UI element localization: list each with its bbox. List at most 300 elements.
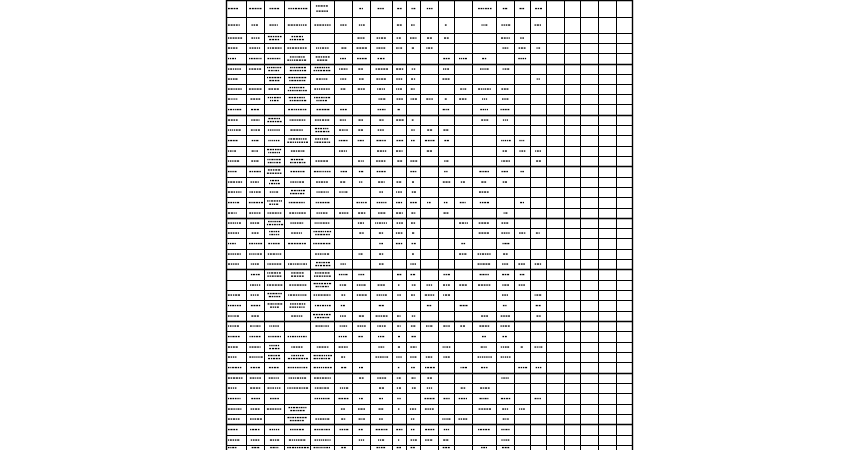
cell-glyph-mark <box>272 39 274 40</box>
cell-glyph-mark <box>267 272 268 273</box>
cell-glyph-mark <box>322 387 323 388</box>
cell-glyph-mark <box>318 265 319 266</box>
cell-glyph-mark <box>399 398 400 399</box>
cell-glyph-mark <box>259 398 261 399</box>
cell-glyph-mark <box>319 429 320 430</box>
cell-glyph-mark <box>385 356 386 357</box>
cell-glyph-mark <box>322 202 324 203</box>
cell-glyph-mark <box>398 243 400 244</box>
cell-glyph-mark <box>290 67 291 68</box>
cell-glyph-mark <box>521 367 522 368</box>
cell-glyph-mark <box>328 367 330 368</box>
cell-glyph-mark <box>318 191 319 192</box>
cell-glyph-mark <box>465 98 467 99</box>
cell-glyph-mark <box>280 47 281 48</box>
cell-glyph-mark <box>485 253 486 254</box>
cell-glyph-mark <box>299 367 300 368</box>
cell-glyph-mark <box>324 78 325 79</box>
cell-glyph-mark <box>323 262 325 263</box>
cell-glyph-mark <box>228 408 230 409</box>
cell-glyph-mark <box>303 336 305 337</box>
cell-glyph-mark <box>257 294 259 295</box>
cell-glyph-mark <box>341 305 342 306</box>
cell-glyph-mark <box>325 100 327 101</box>
cell-glyph-mark <box>233 315 234 316</box>
cell-glyph-mark <box>460 202 462 203</box>
cell-glyph-mark <box>521 171 522 172</box>
cell-glyph-mark <box>401 243 402 244</box>
cell-glyph-mark <box>273 243 275 244</box>
cell-glyph-mark <box>488 263 490 264</box>
cell-glyph-mark <box>254 88 256 89</box>
cell-glyph-mark <box>228 336 230 337</box>
cell-glyph-mark <box>230 150 232 151</box>
cell-glyph-mark <box>400 24 402 25</box>
cell-glyph-mark <box>234 119 236 120</box>
cell-glyph-mark <box>289 138 290 139</box>
cell-glyph-mark <box>233 408 234 409</box>
cell-glyph-mark <box>446 109 447 110</box>
cell-glyph-mark <box>537 346 538 347</box>
cell-glyph-mark <box>328 97 330 98</box>
cell-glyph-mark <box>505 418 506 419</box>
cell-glyph-mark <box>280 408 282 409</box>
cell-glyph-mark <box>323 367 324 368</box>
cell-glyph-mark <box>482 191 484 192</box>
cell-glyph-mark <box>461 367 462 368</box>
cell-glyph-mark <box>414 68 415 69</box>
cell-glyph-mark <box>250 222 252 223</box>
cell-glyph-mark <box>270 121 272 122</box>
cell-glyph-mark <box>272 152 274 153</box>
cell-glyph-mark <box>361 212 363 213</box>
cell-glyph-mark <box>341 47 343 48</box>
cell-glyph-mark <box>485 109 486 110</box>
cell-glyph-mark <box>328 56 330 57</box>
cell-glyph-mark <box>413 447 415 448</box>
cell-glyph-mark <box>481 408 483 409</box>
cell-glyph-mark <box>327 202 329 203</box>
cell-glyph-mark <box>298 355 299 356</box>
cell-glyph-mark <box>443 356 444 357</box>
cell-glyph-mark <box>293 138 295 139</box>
cell-glyph-mark <box>272 348 274 349</box>
cell-glyph-mark <box>384 429 385 430</box>
cell-glyph-mark <box>231 232 233 233</box>
cell-glyph-mark <box>317 439 318 440</box>
cell-glyph-mark <box>296 77 298 78</box>
cell-glyph-mark <box>289 377 290 378</box>
cell-glyph-mark <box>411 367 412 368</box>
cell-glyph-mark <box>288 8 289 9</box>
cell-glyph-mark <box>315 253 317 254</box>
cell-glyph-mark <box>410 37 412 38</box>
cell-glyph-mark <box>301 202 302 203</box>
cell-glyph-mark <box>484 181 486 182</box>
cell-glyph-mark <box>340 78 341 79</box>
cell-glyph-mark <box>501 398 503 399</box>
cell-glyph-mark <box>503 429 504 430</box>
cell-glyph-mark <box>259 202 260 203</box>
cell-glyph-mark <box>302 97 303 98</box>
cell-glyph-mark <box>382 253 383 254</box>
cell-glyph-mark <box>304 377 306 378</box>
cell-glyph-mark <box>425 140 427 141</box>
cell-glyph-mark <box>228 150 229 151</box>
cell-glyph-mark <box>319 283 321 284</box>
cell-glyph-mark <box>231 356 232 357</box>
cell-glyph-mark <box>377 447 379 448</box>
cell-glyph-mark <box>537 398 538 399</box>
cell-glyph-mark <box>301 56 302 57</box>
cell-glyph-mark <box>400 88 402 89</box>
cell-glyph-mark <box>344 129 345 130</box>
cell-glyph-mark <box>322 305 324 306</box>
cell-glyph-mark <box>292 303 294 304</box>
cell-glyph-mark <box>535 398 537 399</box>
cell-glyph-mark <box>486 98 487 99</box>
cell-glyph-mark <box>277 224 278 225</box>
cell-glyph-mark <box>288 294 289 295</box>
cell-glyph-mark <box>478 263 480 264</box>
cell-glyph-mark <box>301 77 303 78</box>
cell-glyph-mark <box>480 356 481 357</box>
cell-glyph-mark <box>320 253 322 254</box>
cell-glyph-mark <box>233 346 235 347</box>
cell-glyph-mark <box>536 305 538 306</box>
cell-glyph-mark <box>490 356 492 357</box>
cell-glyph-mark <box>318 160 320 161</box>
cell-glyph-mark <box>398 336 400 337</box>
cell-glyph-mark <box>323 222 325 223</box>
cell-glyph-mark <box>292 162 293 163</box>
cell-glyph-mark <box>239 222 241 223</box>
cell-glyph-mark <box>444 202 445 203</box>
cell-glyph-mark <box>327 119 329 120</box>
cell-glyph-mark <box>251 294 252 295</box>
cell-glyph-mark <box>429 387 430 388</box>
cell-glyph-mark <box>292 39 293 40</box>
cell-glyph-mark <box>292 90 294 91</box>
cell-glyph-mark <box>275 121 277 122</box>
cell-glyph-mark <box>314 276 315 277</box>
cell-glyph-mark <box>345 263 346 264</box>
cell-glyph-mark <box>382 356 383 357</box>
cell-glyph-mark <box>272 387 274 388</box>
cell-glyph-mark <box>428 325 429 326</box>
cell-glyph-mark <box>341 356 343 357</box>
cell-glyph-mark <box>324 358 325 359</box>
cell-glyph-mark <box>501 356 503 357</box>
cell-glyph-mark <box>399 119 401 120</box>
cell-glyph-mark <box>410 408 411 409</box>
cell-glyph-mark <box>290 417 291 418</box>
cell-glyph-mark <box>240 367 241 368</box>
cell-glyph-mark <box>305 47 307 48</box>
cell-glyph-mark <box>249 58 250 59</box>
cell-glyph-mark <box>462 253 464 254</box>
cell-glyph-mark <box>415 356 417 357</box>
cell-glyph-mark <box>292 439 293 440</box>
cell-glyph-mark <box>275 336 277 337</box>
cell-glyph-mark <box>447 140 449 141</box>
cell-glyph-mark <box>235 58 236 59</box>
cell-glyph-mark <box>446 418 447 419</box>
cell-glyph-mark <box>432 408 434 409</box>
cell-glyph-mark <box>506 263 508 264</box>
cell-glyph-mark <box>301 358 303 359</box>
cell-glyph-mark <box>344 68 346 69</box>
cell-glyph-mark <box>254 24 256 25</box>
cell-glyph-mark <box>268 293 270 294</box>
cell-glyph-mark <box>314 447 316 448</box>
cell-glyph-mark <box>275 67 276 68</box>
cell-glyph-mark <box>278 169 280 170</box>
cell-glyph-mark <box>304 162 306 163</box>
cell-glyph-mark <box>296 36 298 37</box>
cell-glyph-mark <box>271 67 273 68</box>
cell-glyph-mark <box>400 191 402 192</box>
cell-glyph-mark <box>343 109 345 110</box>
cell-glyph-mark <box>503 243 504 244</box>
cell-glyph-mark <box>319 109 321 110</box>
cell-glyph-mark <box>291 190 293 191</box>
cell-glyph-mark <box>319 355 321 356</box>
cell-glyph-mark <box>361 181 362 182</box>
cell-glyph-mark <box>521 58 522 59</box>
cell-glyph-mark <box>288 336 289 337</box>
cell-glyph-mark <box>299 129 301 130</box>
cell-glyph-mark <box>291 150 293 151</box>
cell-glyph-mark <box>290 60 291 61</box>
cell-glyph-mark <box>322 272 324 273</box>
cell-glyph-mark <box>522 8 524 9</box>
cell-glyph-mark <box>396 68 398 69</box>
cell-glyph-mark <box>293 202 295 203</box>
cell-glyph-mark <box>460 305 462 306</box>
cell-glyph-mark <box>274 429 275 430</box>
cell-glyph-mark <box>240 191 241 192</box>
cell-glyph-mark <box>444 429 445 430</box>
cell-glyph-mark <box>271 159 273 160</box>
cell-glyph-mark <box>256 356 257 357</box>
cell-glyph-mark <box>232 58 234 59</box>
cell-glyph-mark <box>294 39 296 40</box>
cell-glyph-mark <box>316 262 318 263</box>
cell-glyph-mark <box>256 398 258 399</box>
cell-glyph-mark <box>507 47 508 48</box>
cell-glyph-mark <box>272 398 273 399</box>
cell-glyph-mark <box>384 109 385 110</box>
cell-glyph-mark <box>485 325 487 326</box>
cell-glyph-mark <box>537 47 538 48</box>
cell-glyph-mark <box>358 336 360 337</box>
cell-glyph-mark <box>484 284 486 285</box>
cell-glyph-mark <box>296 90 298 91</box>
cell-glyph-mark <box>507 274 509 275</box>
cell-glyph-mark <box>433 294 435 295</box>
cell-glyph-mark <box>346 140 347 141</box>
cell-glyph-mark <box>505 68 507 69</box>
cell-glyph-mark <box>233 202 234 203</box>
cell-glyph-mark <box>317 387 319 388</box>
cell-glyph-mark <box>320 138 321 139</box>
cell-glyph-mark <box>268 70 270 71</box>
cell-glyph-mark <box>539 232 540 233</box>
cell-glyph-mark <box>292 420 293 421</box>
cell-glyph-mark <box>376 429 378 430</box>
cell-glyph-mark <box>379 387 381 388</box>
cell-glyph-mark <box>300 294 301 295</box>
cell-glyph-mark <box>233 232 234 233</box>
cell-glyph-mark <box>228 346 230 347</box>
cell-glyph-mark <box>399 377 401 378</box>
cell-glyph-mark <box>445 356 447 357</box>
cell-glyph-mark <box>305 294 307 295</box>
cell-glyph-mark <box>502 447 504 448</box>
cell-glyph-mark <box>272 8 274 9</box>
cell-glyph-mark <box>483 387 484 388</box>
cell-glyph-mark <box>257 315 259 316</box>
cell-glyph-mark <box>378 8 380 9</box>
cell-glyph-mark <box>380 212 382 213</box>
cell-glyph-mark <box>483 429 485 430</box>
cell-glyph-mark <box>272 276 274 277</box>
cell-glyph-mark <box>504 284 506 285</box>
cell-glyph-mark <box>318 231 320 232</box>
cell-glyph-mark <box>297 212 298 213</box>
cell-glyph-mark <box>290 303 291 304</box>
cell-glyph-mark <box>319 439 320 440</box>
cell-glyph-mark <box>296 410 297 411</box>
cell-glyph-mark <box>329 429 330 430</box>
cell-glyph-mark <box>299 39 301 40</box>
cell-glyph-mark <box>258 274 260 275</box>
cell-glyph-mark <box>275 47 277 48</box>
cell-glyph-mark <box>293 367 295 368</box>
cell-glyph-mark <box>290 294 292 295</box>
cell-glyph-mark <box>502 294 504 295</box>
cell-glyph-mark <box>231 78 233 79</box>
cell-glyph-mark <box>322 47 324 48</box>
cell-glyph-mark <box>319 262 321 263</box>
cell-glyph-mark <box>273 358 275 359</box>
cell-glyph-mark <box>300 70 302 71</box>
cell-glyph-mark <box>255 418 257 419</box>
cell-glyph-mark <box>317 377 319 378</box>
cell-glyph-mark <box>297 303 298 304</box>
cell-glyph-mark <box>486 447 487 448</box>
cell-glyph-mark <box>341 346 343 347</box>
cell-glyph-mark <box>396 243 398 244</box>
cell-glyph-mark <box>257 253 259 254</box>
cell-glyph-mark <box>358 274 359 275</box>
cell-glyph-mark <box>411 129 413 130</box>
cell-glyph-mark <box>231 191 233 192</box>
cell-glyph-mark <box>236 377 238 378</box>
cell-glyph-mark <box>322 78 323 79</box>
cell-glyph-mark <box>302 420 304 421</box>
cell-glyph-mark <box>482 253 484 254</box>
cell-glyph-mark <box>446 429 448 430</box>
cell-glyph-mark <box>318 131 319 132</box>
cell-glyph-mark <box>279 152 280 153</box>
cell-glyph-mark <box>411 78 413 79</box>
cell-glyph-mark <box>299 190 301 191</box>
cell-glyph-mark <box>478 88 480 89</box>
cell-glyph-mark <box>377 37 379 38</box>
cell-glyph-mark <box>305 8 307 9</box>
cell-glyph-mark <box>501 37 503 38</box>
cell-glyph-mark <box>328 286 329 287</box>
cell-glyph-mark <box>290 193 292 194</box>
cell-glyph-mark <box>254 140 255 141</box>
cell-glyph-mark <box>235 37 237 38</box>
cell-glyph-mark <box>269 200 270 201</box>
cell-glyph-mark <box>400 47 402 48</box>
cell-glyph-mark <box>412 68 413 69</box>
cell-glyph-mark <box>305 138 307 139</box>
cell-glyph-mark <box>522 274 524 275</box>
cell-glyph-mark <box>252 336 254 337</box>
cell-glyph-mark <box>297 367 299 368</box>
cell-glyph-mark <box>327 398 329 399</box>
cell-glyph-mark <box>304 303 305 304</box>
cell-glyph-mark <box>505 140 506 141</box>
cell-glyph-mark <box>270 293 272 294</box>
cell-glyph-mark <box>274 200 276 201</box>
cell-glyph-mark <box>323 171 324 172</box>
cell-glyph-mark <box>234 129 235 130</box>
cell-glyph-mark <box>416 346 417 347</box>
cell-glyph-mark <box>411 212 413 213</box>
cell-glyph-mark <box>340 24 341 25</box>
cell-glyph-mark <box>234 325 236 326</box>
cell-glyph-mark <box>365 47 367 48</box>
cell-glyph-mark <box>324 67 325 68</box>
cell-glyph-mark <box>376 356 377 357</box>
cell-glyph-mark <box>503 356 504 357</box>
cell-glyph-mark <box>233 109 234 110</box>
cell-glyph-mark <box>268 58 270 59</box>
cell-glyph-mark <box>539 160 541 161</box>
cell-glyph-mark <box>301 336 302 337</box>
cell-glyph-mark <box>361 24 362 25</box>
cell-glyph-mark <box>505 325 507 326</box>
cell-glyph-mark <box>273 447 275 448</box>
cell-glyph-mark <box>288 109 290 110</box>
cell-glyph-mark <box>237 68 238 69</box>
cell-glyph-mark <box>443 325 445 326</box>
cell-glyph-mark <box>379 253 381 254</box>
cell-glyph-mark <box>411 294 413 295</box>
cell-glyph-mark <box>287 47 289 48</box>
cell-glyph-mark <box>443 129 445 130</box>
cell-glyph-mark <box>304 100 306 101</box>
cell-glyph-mark <box>270 36 272 37</box>
cell-glyph-mark <box>505 109 507 110</box>
cell-glyph-mark <box>317 367 319 368</box>
cell-glyph-mark <box>294 387 296 388</box>
cell-glyph-mark <box>344 356 345 357</box>
cell-glyph-mark <box>270 97 271 98</box>
cell-glyph-mark <box>323 265 325 266</box>
cell-glyph-mark <box>400 325 401 326</box>
cell-glyph-mark <box>233 429 235 430</box>
cell-glyph-mark <box>340 325 341 326</box>
cell-glyph-mark <box>522 37 524 38</box>
cell-glyph-mark <box>256 37 257 38</box>
